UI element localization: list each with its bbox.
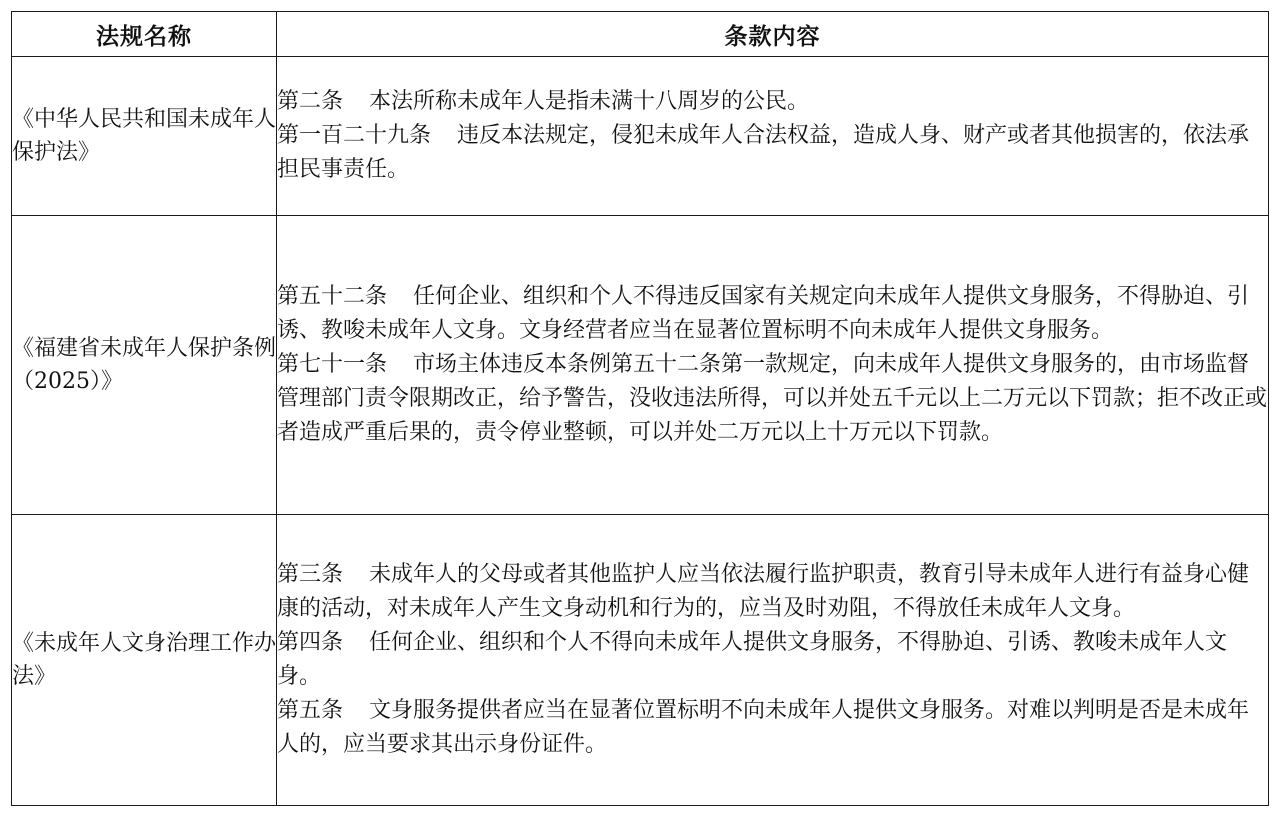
clause	[277, 119, 1268, 187]
clause-number: 第三条	[277, 562, 344, 587]
regulations-table	[11, 11, 1269, 806]
table-row	[12, 57, 1269, 216]
clause	[277, 348, 1268, 450]
clause-number: 第一百二十九条	[277, 123, 432, 148]
table-row	[12, 216, 1269, 515]
clause-text: 任何企业、组织和个人不得向未成年人提供文身服务，不得胁迫、引诱、教唆未成年人文身。	[277, 630, 1228, 689]
clause	[277, 694, 1268, 762]
clause-number: 第五条	[277, 698, 344, 723]
clause-text: 文身服务提供者应当在显著位置标明不向未成年人提供文身服务。对难以判明是否是未成年人的，应当要求其出示身份证件。	[277, 698, 1250, 757]
clause-text: 违反本法规定，侵犯未成年人合法权益，造成人身、财产或者其他损害的，依法承担民事责任。	[277, 123, 1250, 182]
clause	[277, 280, 1268, 348]
header-regulation-name: 法规名称	[12, 12, 277, 57]
clause	[277, 558, 1268, 626]
clause-text: 未成年人的父母或者其他监护人应当依法履行监护职责，教育引导未成年人进行有益身心健康的活动，对未成年人产生文身动机和行为的，应当及时劝阻，不得放任未成年人文身。	[277, 562, 1250, 621]
header-clause-content: 条款内容	[277, 12, 1269, 57]
table-header-row	[12, 12, 1269, 57]
clause-number: 第二条	[277, 89, 344, 114]
clause-content	[277, 216, 1269, 515]
clause-content	[277, 515, 1269, 806]
clause-number: 第四条	[277, 630, 344, 655]
regulation-name: 《福建省未成年人保护条例（2025）》	[12, 216, 277, 515]
clause	[277, 85, 1268, 119]
clause-number: 第七十一条	[277, 352, 388, 377]
clause-text: 任何企业、组织和个人不得违反国家有关规定向未成年人提供文身服务，不得胁迫、引诱、教唆未成年人文身。文身经营者应当在显著位置标明不向未成年人提供文身服务。	[277, 284, 1250, 343]
clause	[277, 626, 1268, 694]
clause-text: 市场主体违反本条例第五十二条第一款规定，向未成年人提供文身服务的，由市场监督管理部门责令限期改正，给予警告，没收违法所得，可以并处五千元以上二万元以下罚款；拒不改正或者造成严重后果的，责令停业整顿，可以并处二万元以上十万元以下罚款。	[277, 352, 1268, 445]
clause-text: 本法所称未成年人是指未满十八周岁的公民。	[369, 89, 810, 114]
table-row	[12, 515, 1269, 806]
regulation-name: 《中华人民共和国未成年人保护法》	[12, 57, 277, 216]
clause-number: 第五十二条	[277, 284, 388, 309]
regulation-name: 《未成年人文身治理工作办法》	[12, 515, 277, 806]
clause-content	[277, 57, 1269, 216]
